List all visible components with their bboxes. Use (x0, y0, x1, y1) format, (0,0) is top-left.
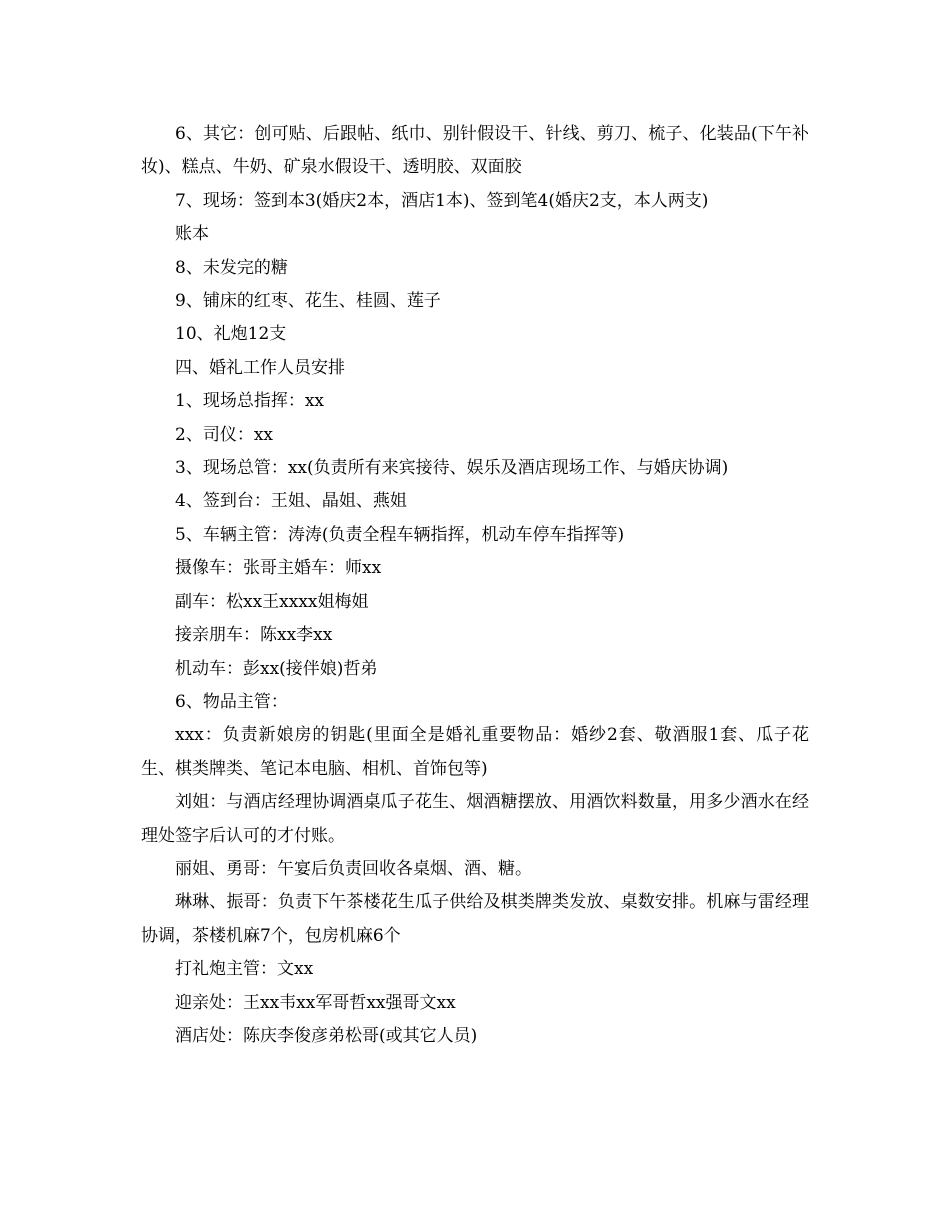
paragraph-camera-car: 摄像车：张哥主婚车：师xx (175, 558, 382, 579)
paragraph-hotel: 酒店处：陈庆李俊彦弟松哥(或其它人员) (175, 1025, 478, 1046)
section-heading-staff: 四、婚礼工作人员安排 (175, 357, 345, 378)
paragraph-liu-jie: 刘姐：与酒店经理协调酒桌瓜子花生、烟酒糖摆放、用酒饮料数量，用多少酒水在经理处签字后认可的才付账。 (141, 792, 809, 846)
paragraph-site-manager: 3、现场总管：xx(负责所有来宾接待、娱乐及酒店现场工作、与婚庆协调) (175, 458, 729, 479)
paragraph-reception: 迎亲处：王xx韦xx军哥哲xx强哥文xx (175, 992, 456, 1013)
paragraph-secondary-car: 副车：松xx王xxxx姐梅姐 (175, 591, 369, 612)
paragraph-item-10-fireworks: 10、礼炮12支 (175, 324, 287, 345)
paragraph-item-6-other: 6、其它：创可贴、后跟帖、纸巾、别针假设干、针线、剪刀、梳子、化装品(下午补妆)、糕点、牛奶、矿泉水假设干、透明胶、双面胶 (141, 124, 809, 178)
paragraph-items-manager: 6、物品主管： (175, 691, 288, 712)
paragraph-bridal-room: xxx：负责新娘房的钥匙(里面全是婚礼重要物品：婚纱2套、敬酒服1套、瓜子花生、棋类牌类、笔记本电脑、相机、首饰包等) (141, 725, 809, 779)
paragraph-spare-car: 机动车：彭xx(接伴娘)哲弟 (175, 658, 378, 679)
paragraph-guest-car: 接亲朋车：陈xx李xx (175, 625, 333, 646)
paragraph-vehicle-manager: 5、车辆主管：涛涛(负责全程车辆指挥，机动车停车指挥等) (175, 524, 625, 545)
paragraph-lin-lin-zhen-ge: 琳琳、振哥：负责下午茶楼花生瓜子供给及棋类牌类发放、桌数安排。机麻与雷经理协调，茶楼机麻7个，包房机麻6个 (141, 892, 809, 946)
paragraph-ledger: 账本 (175, 224, 209, 245)
paragraph-item-7-venue: 7、现场：签到本3(婚庆2本，酒店1本)、签到笔4(婚庆2支，本人两支) (175, 190, 709, 211)
paragraph-fireworks-manager: 打礼炮主管：文xx (175, 959, 314, 980)
paragraph-item-8-candy: 8、未发完的糖 (175, 257, 288, 278)
paragraph-sign-in-desk: 4、签到台：王姐、晶姐、燕姐 (175, 491, 407, 512)
paragraph-host: 2、司仪：xx (175, 424, 273, 445)
paragraph-li-jie-yong-ge: 丽姐、勇哥：午宴后负责回收各桌烟、酒、糖。 (175, 858, 532, 879)
paragraph-item-9-bed: 9、铺床的红枣、花生、桂圆、莲子 (175, 291, 441, 312)
paragraph-commander: 1、现场总指挥：xx (175, 391, 324, 412)
document-body (141, 118, 809, 1053)
